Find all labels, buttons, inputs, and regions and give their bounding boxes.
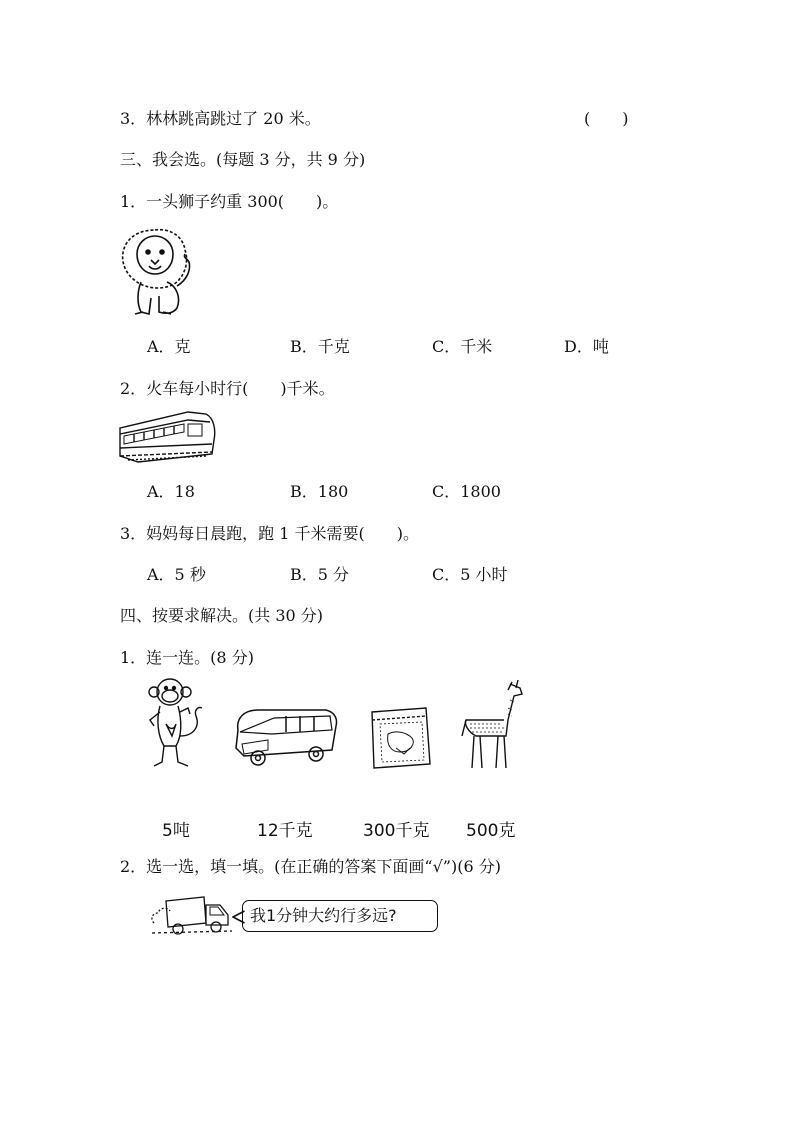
train-icon (118, 404, 218, 466)
section-title: 四、按要求解决。(共 30 分) (120, 606, 324, 625)
speech-bubble (242, 900, 438, 932)
lion-icon (115, 226, 201, 318)
option-b[interactable]: B．千克 (290, 337, 350, 356)
option-a[interactable]: A．克 (147, 337, 191, 356)
option-d[interactable]: D．吨 (564, 337, 609, 356)
question-text: 3．林林跳高跳过了 20 米。 (120, 109, 321, 128)
match-label[interactable]: 300千克 (363, 821, 430, 841)
question-text: 1．连一连。(8 分) (120, 648, 254, 667)
question-text: 2．火车每小时行( )千米。 (120, 379, 335, 398)
option-c[interactable]: C．5 小时 (432, 565, 508, 584)
option-a[interactable]: A．5 秒 (147, 565, 206, 584)
question-text: 1．一头狮子约重 300( )。 (120, 192, 339, 211)
option-b[interactable]: B．180 (290, 482, 349, 501)
speech-bubble-text: 我1分钟大约行多远? (250, 906, 397, 925)
question-text: 3．妈妈每日晨跑，跑 1 千米需要( )。 (120, 524, 420, 543)
section-title: 三、我会选。(每题 3 分，共 9 分) (120, 150, 366, 169)
question-text: 2．选一选，填一填。(在正确的答案下面画“√”)(6 分) (120, 857, 501, 876)
truck-icon (148, 893, 234, 939)
answer-paren[interactable]: ( ) (584, 109, 629, 128)
match-label[interactable]: 5吨 (162, 821, 190, 841)
giraffe-icon (460, 680, 526, 772)
bus-icon (232, 704, 340, 768)
match-label[interactable]: 500克 (466, 821, 516, 841)
match-label[interactable]: 12千克 (257, 821, 313, 841)
monkey-icon (146, 676, 206, 770)
option-b[interactable]: B．5 分 (290, 565, 350, 584)
option-c[interactable]: C．千米 (432, 337, 493, 356)
bag-icon (366, 704, 434, 772)
option-a[interactable]: A．18 (147, 482, 195, 501)
option-c[interactable]: C．1800 (432, 482, 501, 501)
